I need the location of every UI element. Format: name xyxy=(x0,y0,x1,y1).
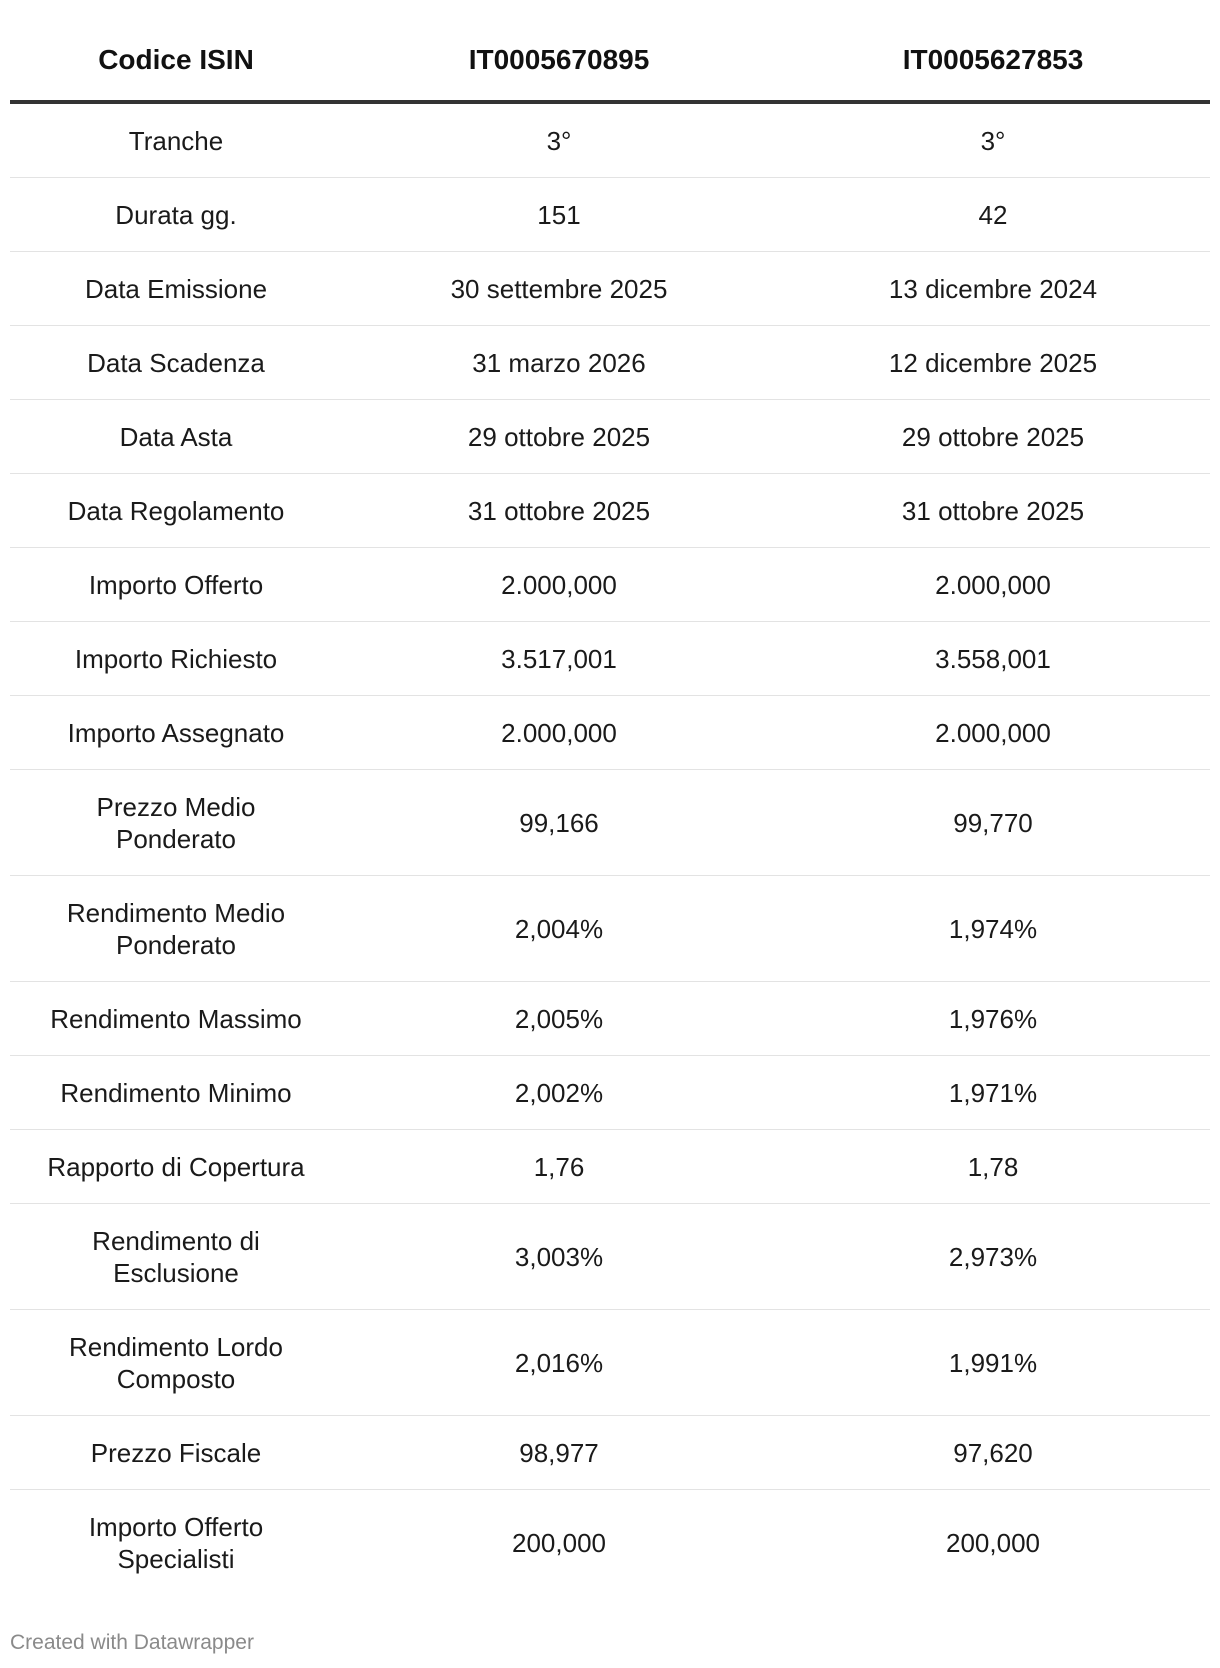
row-label-cell xyxy=(10,400,342,474)
value-cell-bond-2: 29 ottobre 2025 xyxy=(776,400,1210,474)
value-cell-bond-1: 151 xyxy=(342,178,776,252)
value-cell-bond-2: 1,971% xyxy=(776,1056,1210,1130)
value-cell-bond-1: 30 settembre 2025 xyxy=(342,252,776,326)
row-label-cell xyxy=(10,876,342,982)
row-label: Prezzo Medio Ponderato xyxy=(96,791,256,854)
datawrapper-credit: Created with Datawrapper xyxy=(10,1631,254,1654)
row-label: Rendimento Medio Ponderato xyxy=(66,897,286,960)
value-cell-bond-1: 29 ottobre 2025 xyxy=(342,400,776,474)
row-label: Importo Offerto xyxy=(88,569,264,600)
value-cell-bond-2: 99,770 xyxy=(776,770,1210,876)
value-cell-bond-1: 2,016% xyxy=(342,1310,776,1416)
value-cell-bond-1: 31 ottobre 2025 xyxy=(342,474,776,548)
value-cell-bond-1: 1,76 xyxy=(342,1130,776,1204)
value-cell-bond-2: 13 dicembre 2024 xyxy=(776,252,1210,326)
header-row xyxy=(10,20,1210,102)
value-cell-bond-2: 200,000 xyxy=(946,1527,1040,1558)
row-label: Data Emissione xyxy=(84,273,268,304)
value-cell-bond-2: 31 ottobre 2025 xyxy=(776,474,1210,548)
column-header-bond-2: IT0005627853 xyxy=(776,20,1210,102)
value-cell-bond-2: 3.558,001 xyxy=(776,622,1210,696)
table-body xyxy=(10,102,1210,1595)
value-cell-bond-2: 2.000,000 xyxy=(776,548,1210,622)
row-label: Durata gg. xyxy=(115,199,237,230)
table-header xyxy=(10,20,1210,102)
value-cell-bond-2: 12 dicembre 2025 xyxy=(776,326,1210,400)
row-label-cell xyxy=(10,326,342,400)
table-row xyxy=(10,474,1210,548)
row-label: Data Regolamento xyxy=(67,495,285,526)
table-row xyxy=(10,1490,1210,1596)
row-label: Rendimento Minimo xyxy=(60,1077,292,1108)
value-cell-bond-1: 3.517,001 xyxy=(342,622,776,696)
value-cell-bond-1: 3,003% xyxy=(342,1204,776,1310)
table-row xyxy=(10,1310,1210,1416)
table-row xyxy=(10,1416,1210,1490)
row-label: Rendimento Lordo Composto xyxy=(69,1331,283,1394)
row-label-cell xyxy=(10,252,342,326)
row-label-cell xyxy=(10,1130,342,1204)
table-row xyxy=(10,400,1210,474)
value-cell-bond-1: 3° xyxy=(342,102,776,178)
row-label-cell xyxy=(10,1204,342,1310)
table-row xyxy=(10,252,1210,326)
row-label-cell xyxy=(10,770,342,876)
row-label-cell xyxy=(10,1310,342,1416)
column-header-isin: Codice ISIN xyxy=(10,20,342,102)
row-label-cell xyxy=(10,1490,342,1596)
row-label: Data Asta xyxy=(119,421,233,452)
table-row xyxy=(10,876,1210,982)
value-cell-bond-1: 98,977 xyxy=(342,1416,776,1490)
value-cell-bond-1: 2,002% xyxy=(342,1056,776,1130)
value-cell-bond-2: 97,620 xyxy=(776,1416,1210,1490)
row-label: Rapporto di Copertura xyxy=(47,1151,305,1182)
row-label: Importo Richiesto xyxy=(74,643,278,674)
value-cell-bond-2: 1,976% xyxy=(776,982,1210,1056)
value-cell-bond-2: 1,78 xyxy=(776,1130,1210,1204)
value-cell-bond-1: 2.000,000 xyxy=(342,696,776,770)
row-label: Data Scadenza xyxy=(87,347,265,378)
row-label: Importo Offerto Specialisti xyxy=(88,1511,264,1574)
table-row xyxy=(10,178,1210,252)
table-row xyxy=(10,102,1210,178)
value-cell-bond-1: 2.000,000 xyxy=(342,548,776,622)
table-row xyxy=(10,548,1210,622)
row-label-cell xyxy=(10,696,342,770)
value-cell-bond-2: 42 xyxy=(776,178,1210,252)
value-cell-bond-2: 1,991% xyxy=(776,1310,1210,1416)
table-row xyxy=(10,696,1210,770)
data-table-container xyxy=(10,20,1210,1595)
value-cell-bond-2: 3° xyxy=(776,102,1210,178)
row-label-cell xyxy=(10,982,342,1056)
row-label: Tranche xyxy=(128,125,224,156)
column-header-bond-1: IT0005670895 xyxy=(342,20,776,102)
row-label: Importo Assegnato xyxy=(67,717,285,748)
row-label: Rendimento Massimo xyxy=(50,1003,302,1034)
value-cell-bond-1: 200,000 xyxy=(512,1527,606,1558)
value-cell-bond-1: 31 marzo 2026 xyxy=(342,326,776,400)
value-cell-bond-1: 2,004% xyxy=(342,876,776,982)
table-row xyxy=(10,770,1210,876)
value-cell-bond-2: 1,974% xyxy=(776,876,1210,982)
row-label: Rendimento di Esclusione xyxy=(92,1225,260,1288)
table-row xyxy=(10,982,1210,1056)
row-label-cell xyxy=(10,1416,342,1490)
row-label: Prezzo Fiscale xyxy=(90,1437,262,1468)
row-label-cell xyxy=(10,102,342,178)
value-cell-bond-2: 2.000,000 xyxy=(776,696,1210,770)
value-cell-bond-1: 2,005% xyxy=(342,982,776,1056)
row-label-cell xyxy=(10,622,342,696)
value-cell-bond-1: 99,166 xyxy=(342,770,776,876)
table-row xyxy=(10,1204,1210,1310)
table-row xyxy=(10,622,1210,696)
row-label-cell xyxy=(10,474,342,548)
row-label-cell xyxy=(10,548,342,622)
row-label-cell xyxy=(10,1056,342,1130)
table-row xyxy=(10,1130,1210,1204)
table-row xyxy=(10,1056,1210,1130)
auction-results-table xyxy=(10,20,1210,1595)
value-cell-bond-2: 2,973% xyxy=(776,1204,1210,1310)
table-row xyxy=(10,326,1210,400)
row-label-cell xyxy=(10,178,342,252)
